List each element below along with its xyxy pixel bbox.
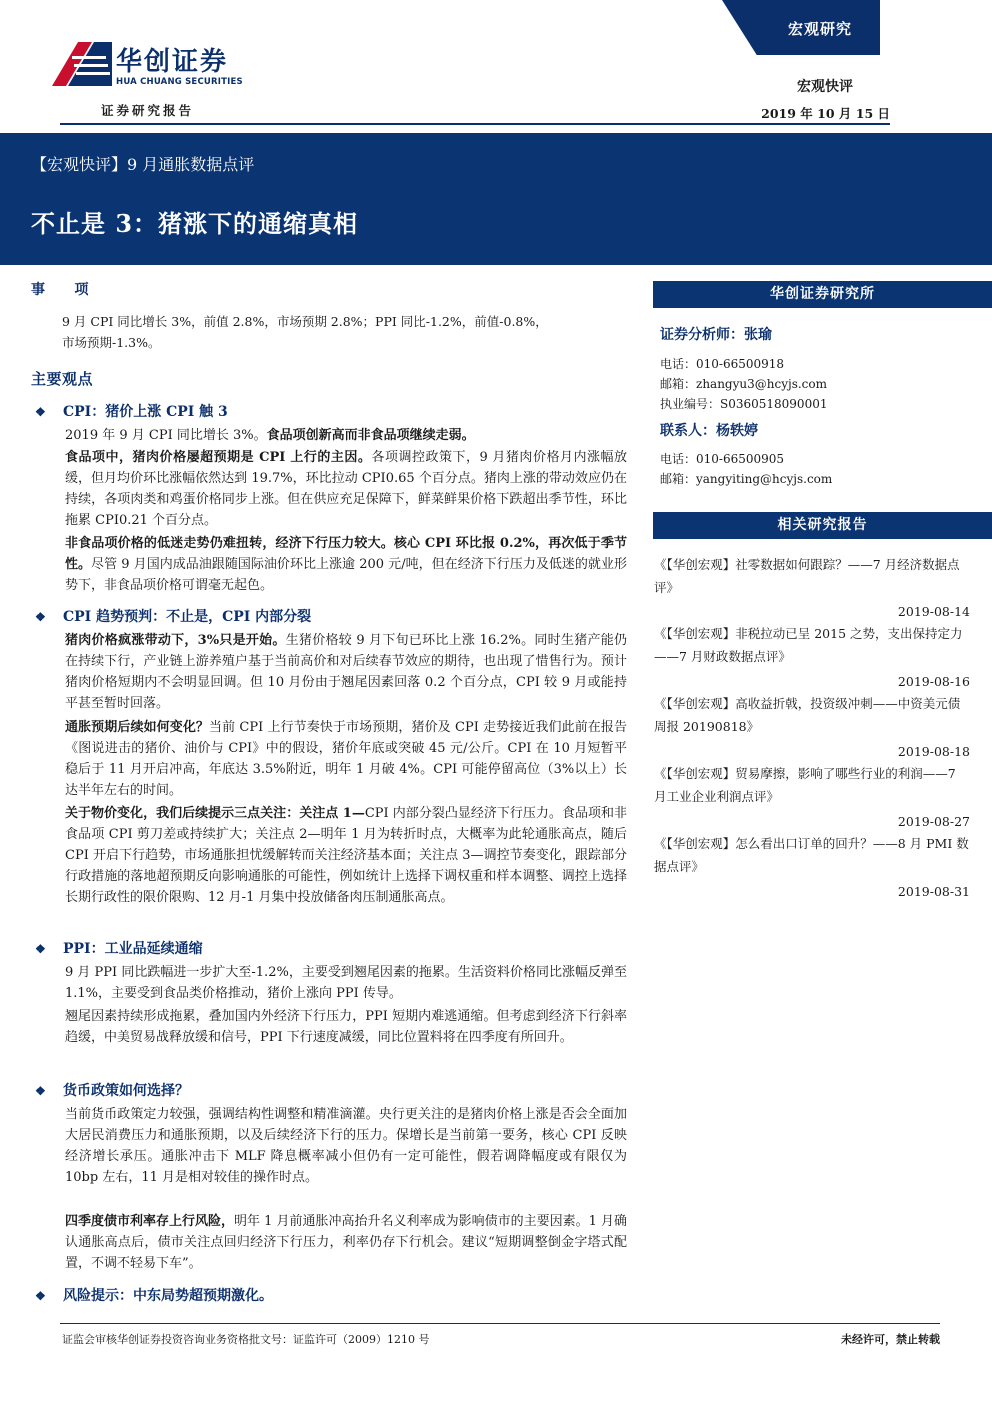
paragraph: 四季度债市利率存上行风险，明年 1 月前通胀冲高抬升名义利率成为影响债市的主要因素。1 月确认通胀高点后，债市关注点回归经济下行压力，利率仍存下行机会。建议“短期调整倒金字塔式配置，不调不轻易下车”。	[65, 1214, 627, 1271]
event-line: 9 月 CPI 同比增长 3%，前值 2.8%，市场预期 2.8%；PPI 同比-1.2%，前值-0.8%，	[62, 314, 548, 329]
paragraph: 通胀预期后续如何变化？当前 CPI 上行节奏快于市场预期，猪价及 CPI 走势接近我们此前在报告《图说进击的猪价、油价与 CPI》中的假设，猪价年底或突破 45 元/公斤。CPI 在 10 月短暂平稳后于 11 月开启冲高，年底达 3.5%附近，明年 1 月破 4%。CPI 可能停留高位（3%以上）长达半年左右的时间。	[65, 720, 627, 798]
footer-divider	[60, 1323, 940, 1324]
analyst-phone: 电话：010-66500918	[660, 357, 785, 371]
diamond-bullet-icon: ❖	[35, 610, 46, 624]
paragraph: 猪肉价格疯涨带动下，3%只是开始。生猪价格较 9 月下旬已环比上涨 16.2%。同时生猪产能仍在持续下行，产业链上游养殖户基于当前高价和对后续春节效应的期待，也出现了惜售行为。预计猪肉价格短期内不会明显回调。但 10 月份由于翘尾因素回落 0.2 个百分点，CPI 较 9 月或能持平甚至暂时回落。	[65, 633, 627, 711]
related-report-link[interactable]: 《【华创宏观】社零数据如何跟踪？——7 月经济数据点评》	[654, 557, 960, 595]
report-subtype: 宏观快评	[797, 79, 853, 95]
related-report-date: 2019-08-14	[897, 604, 970, 619]
section-heading: ❖ CPI 趋势预判：不止是，CPI 内部分裂	[35, 609, 312, 625]
category-tab-label: 宏观研究	[787, 20, 852, 38]
section-heading: ❖ CPI：猪价上涨 CPI 触 3	[35, 404, 228, 420]
related-report-date: 2019-08-31	[897, 884, 970, 899]
analyst-email: 邮箱：zhangyu3@hcyjs.com	[660, 377, 828, 391]
related-report-link[interactable]: 《【华创宏观】高收益折戟，投资级冲刺——中资美元债周报 20190818》	[654, 696, 961, 734]
related-report-link[interactable]: 《【华创宏观】贸易摩擦，影响了哪些行业的利润——7 月工业企业利润点评》	[654, 766, 956, 804]
related-report-date: 2019-08-18	[897, 744, 970, 759]
section-heading: ❖ 货币政策如何选择？	[35, 1083, 189, 1099]
paragraph: 食品项中，猪肉价格屡超预期是 CPI 上行的主因。各项调控政策下，9 月猪肉价格月内涨幅放缓，但月均价环比涨幅依然达到 19.7%，环比拉动 CPI0.65 个百分点。猪肉上涨的带动效应仍在持续，各项肉类和鸡蛋价格同步上涨。但在供应充足保障下，鲜菜鲜果价格下跌超出季节性，环比拖累 CPI0.21 个百分点。	[65, 450, 627, 528]
report-type-label: 证券研究报告	[101, 103, 195, 118]
views-heading: 主要观点	[31, 370, 94, 388]
paragraph: 关于物价变化，我们后续提示三点关注：关注点 1—CPI 内部分裂凸显经济下行压力。食品项和非食品项 CPI 剪刀差或持续扩大；关注点 2—明年 1 月为转折时点，大概率为此轮通胀高点，随后 CPI 开启下行趋势，市场通胀担忧缓解转而关注经济基本面；关注点 3—调控节奏变化，跟踪部分行政措施的落地超预期反向影响通胀的可能性，例如统计上选择下调权重和样本调整、调控上选择长期行政性的限价限购、12 月-1 月集中投放储备肉压制通胀高点。	[65, 806, 627, 905]
contact-name: 联系人：杨轶婷	[660, 423, 758, 439]
section-heading: ❖ 风险提示：中东局势超预期激化。	[35, 1288, 273, 1304]
institute-banner: 华创证券研究所	[653, 281, 992, 308]
paragraph: 非食品项价格的低迷走势仍难扭转，经济下行压力较大。核心 CPI 环比报 0.2%，再次低于季节性。尽管 9 月国内成品油跟随国际油价环比上涨逾 200 元/吨，但在经济下行压力及低迷的就业形势下，非食品项价格可谓毫无起色。	[65, 536, 627, 593]
footer-license: 证监会审核华创证券投资咨询业务资格批文号：证监许可（2009）1210 号	[62, 1333, 430, 1346]
header-divider	[60, 123, 890, 125]
footer-copyright: 未经许可，禁止转载	[841, 1333, 940, 1346]
paragraph: 翘尾因素持续形成拖累，叠加国内外经济下行压力，PPI 短期内难逃通缩。但考虑到经济下行斜率趋缓，中美贸易战释放缓和信号，PPI 下行速度减缓，同比位置料将在四季度有所回升。	[65, 1009, 627, 1045]
related-report-link[interactable]: 《【华创宏观】怎么看出口订单的回升？——8 月 PMI 数据点评》	[654, 836, 969, 874]
report-date: 2019 年 10 月 15 日	[761, 106, 890, 121]
analyst-cert-number: 执业编号：S0360518090001	[660, 397, 828, 411]
event-line: 市场预期-1.3%。	[62, 335, 161, 350]
related-report-link[interactable]: 《【华创宏观】非税拉动已呈 2015 之势，支出保持定力——7 月财政数据点评》	[654, 626, 963, 664]
diamond-bullet-icon: ❖	[35, 1289, 46, 1303]
report-subtitle: 【宏观快评】9 月通胀数据点评	[31, 155, 255, 174]
related-report-date: 2019-08-27	[897, 814, 970, 829]
paragraph: 当前货币政策定力较强，强调结构性调整和精准滴灌。央行更关注的是猪肉价格上涨是否会全面加大居民消费压力和通胀预期，以及后续经济下行的压力。保增长是当前第一要务，核心 CPI 反映经济增长承压。通胀冲击下 MLF 降息概率减小但仍有一定可能性，假若调降幅度或有限仅为 10bp 左右，11 月是相对较佳的操作时点。	[65, 1107, 627, 1185]
huachuang-logo	[52, 42, 112, 86]
diamond-bullet-icon: ❖	[35, 1084, 46, 1098]
contact-email: 邮箱：yangyiting@hcyjs.com	[660, 472, 833, 486]
section-heading: ❖ PPI：工业品延续通缩	[35, 941, 203, 957]
paragraph: 9 月 PPI 同比跌幅进一步扩大至-1.2%，主要受到翘尾因素的拖累。生活资料价格同比涨幅反弹至 1.1%，主要受到食品类价格推动，猪价上涨向 PPI 传导。	[65, 965, 627, 1001]
paragraph: 2019 年 9 月 CPI 同比增长 3%。食品项创新高而非食品项继续走弱。	[65, 428, 475, 443]
report-title: 不止是 3：猪涨下的通缩真相	[31, 209, 359, 238]
diamond-bullet-icon: ❖	[35, 405, 46, 419]
brand-name-en: HUA CHUANG SECURITIES	[116, 77, 243, 87]
diamond-bullet-icon: ❖	[35, 942, 46, 956]
analyst-name: 证券分析师：张瑜	[660, 327, 772, 343]
related-report-date: 2019-08-16	[897, 674, 970, 689]
event-heading: 事 项	[31, 282, 89, 298]
related-reports-banner: 相关研究报告	[653, 512, 992, 539]
contact-phone: 电话：010-66500905	[660, 452, 785, 466]
brand-name-cn: 华创证券	[116, 47, 229, 77]
